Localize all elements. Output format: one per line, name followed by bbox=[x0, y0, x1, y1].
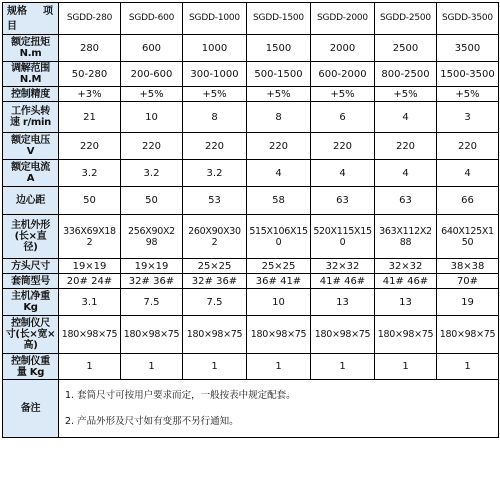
value-cell: 363X112X2 88 bbox=[375, 215, 437, 259]
value-cell: 8 bbox=[247, 102, 311, 133]
value-cell: 180×98×75 bbox=[183, 316, 247, 354]
value-cell: 4 bbox=[437, 160, 499, 187]
value-cell: +5% bbox=[247, 87, 311, 102]
notes-label: 备注 bbox=[3, 380, 59, 438]
spec-row bbox=[3, 187, 499, 215]
model-header: SGDD-600 bbox=[121, 3, 183, 35]
model-header: SGDD-280 bbox=[59, 3, 121, 35]
value-cell: 3.2 bbox=[121, 160, 183, 187]
row-label: 套筒型号 bbox=[3, 274, 59, 289]
value-cell: 220 bbox=[437, 133, 499, 160]
value-cell: 520X115X15 0 bbox=[311, 215, 375, 259]
value-cell: 1500 bbox=[247, 35, 311, 62]
spec-row bbox=[3, 354, 499, 380]
value-cell: 1 bbox=[437, 354, 499, 380]
value-cell: 3.2 bbox=[59, 160, 121, 187]
row-label: 额定电压 V bbox=[3, 133, 59, 160]
spec-row bbox=[3, 259, 499, 274]
spec-row bbox=[3, 274, 499, 289]
value-cell: 2500 bbox=[375, 35, 437, 62]
value-cell: 13 bbox=[311, 289, 375, 316]
value-cell: 336X69X18 2 bbox=[59, 215, 121, 259]
value-cell: 515X106X15 0 bbox=[247, 215, 311, 259]
row-label: 方头尺寸 bbox=[3, 259, 59, 274]
spec-body bbox=[3, 35, 499, 380]
value-cell: 3.1 bbox=[59, 289, 121, 316]
value-cell: 13 bbox=[375, 289, 437, 316]
value-cell: 1 bbox=[247, 354, 311, 380]
value-cell: 1 bbox=[311, 354, 375, 380]
value-cell: 36# 41# bbox=[247, 274, 311, 289]
value-cell: 220 bbox=[121, 133, 183, 160]
spec-row bbox=[3, 215, 499, 259]
model-header: SGDD-3500 bbox=[437, 3, 499, 35]
value-cell: 180×98×75 bbox=[247, 316, 311, 354]
value-cell: 3 bbox=[437, 102, 499, 133]
value-cell: 3.2 bbox=[183, 160, 247, 187]
value-cell: 10 bbox=[247, 289, 311, 316]
row-label: 边心距 bbox=[3, 187, 59, 215]
spec-row bbox=[3, 62, 499, 87]
row-label: 主机外形 (长×直 径) bbox=[3, 215, 59, 259]
corner-item-label: 项 bbox=[43, 5, 53, 17]
corner-item-label-2: 目 bbox=[7, 20, 17, 32]
value-cell: 300-1000 bbox=[183, 62, 247, 87]
value-cell: 220 bbox=[59, 133, 121, 160]
value-cell: 32# 36# bbox=[183, 274, 247, 289]
value-cell: 50-280 bbox=[59, 62, 121, 87]
value-cell: 1 bbox=[375, 354, 437, 380]
value-cell: 41# 46# bbox=[311, 274, 375, 289]
note-line-2: 2. 产品外形及尺寸如有变那不另行通知。 bbox=[65, 415, 239, 427]
value-cell: 180×98×75 bbox=[311, 316, 375, 354]
value-cell: 32×32 bbox=[375, 259, 437, 274]
value-cell: 41# 46# bbox=[375, 274, 437, 289]
value-cell: 220 bbox=[247, 133, 311, 160]
value-cell: +5% bbox=[437, 87, 499, 102]
value-cell: 70# bbox=[437, 274, 499, 289]
value-cell: 600-2000 bbox=[311, 62, 375, 87]
value-cell: +5% bbox=[311, 87, 375, 102]
value-cell: 200-600 bbox=[121, 62, 183, 87]
value-cell: 180×98×75 bbox=[375, 316, 437, 354]
value-cell: 4 bbox=[375, 160, 437, 187]
row-label: 工作头转 速 r/min bbox=[3, 102, 59, 133]
row-label: 主机净重 Kg bbox=[3, 289, 59, 316]
value-cell: 50 bbox=[59, 187, 121, 215]
spec-table bbox=[2, 2, 499, 438]
value-cell: 3500 bbox=[437, 35, 499, 62]
value-cell: 38×38 bbox=[437, 259, 499, 274]
value-cell: 1 bbox=[121, 354, 183, 380]
spec-row bbox=[3, 35, 499, 62]
value-cell: 21 bbox=[59, 102, 121, 133]
value-cell: 1 bbox=[59, 354, 121, 380]
value-cell: 180×98×75 bbox=[59, 316, 121, 354]
spec-row bbox=[3, 160, 499, 187]
row-label: 调解范围 N.M bbox=[3, 62, 59, 87]
value-cell: 25×25 bbox=[183, 259, 247, 274]
value-cell: 1000 bbox=[183, 35, 247, 62]
value-cell: 500-1500 bbox=[247, 62, 311, 87]
value-cell: 66 bbox=[437, 187, 499, 215]
value-cell: 2000 bbox=[311, 35, 375, 62]
value-cell: 256X90X2 98 bbox=[121, 215, 183, 259]
row-label: 控制仪重 量 Kg bbox=[3, 354, 59, 380]
model-header: SGDD-1000 bbox=[183, 3, 247, 35]
value-cell: 7.5 bbox=[183, 289, 247, 316]
value-cell: 20# 24# bbox=[59, 274, 121, 289]
notes-row bbox=[3, 380, 499, 438]
value-cell: 640X125X1 50 bbox=[437, 215, 499, 259]
row-label: 额定电流 A bbox=[3, 160, 59, 187]
value-cell: 220 bbox=[183, 133, 247, 160]
value-cell: 19×19 bbox=[59, 259, 121, 274]
value-cell: 58 bbox=[247, 187, 311, 215]
value-cell: 8 bbox=[183, 102, 247, 133]
value-cell: 220 bbox=[375, 133, 437, 160]
spec-row bbox=[3, 87, 499, 102]
header-corner-cell bbox=[3, 3, 59, 35]
value-cell: 6 bbox=[311, 102, 375, 133]
value-cell: +5% bbox=[121, 87, 183, 102]
value-cell: 53 bbox=[183, 187, 247, 215]
model-header: SGDD-2500 bbox=[375, 3, 437, 35]
value-cell: 7.5 bbox=[121, 289, 183, 316]
model-header: SGDD-2000 bbox=[311, 3, 375, 35]
value-cell: 220 bbox=[311, 133, 375, 160]
note-line-1: 1. 套筒尺寸可按用户要求而定，一般按表中规定配套。 bbox=[65, 389, 296, 401]
row-label: 额定扭矩 N.m bbox=[3, 35, 59, 62]
value-cell: 32# 36# bbox=[121, 274, 183, 289]
value-cell: 4 bbox=[311, 160, 375, 187]
notes-cell bbox=[59, 380, 499, 438]
value-cell: 1500-3500 bbox=[437, 62, 499, 87]
row-label: 控制精度 bbox=[3, 87, 59, 102]
value-cell: 600 bbox=[121, 35, 183, 62]
spec-row bbox=[3, 316, 499, 354]
value-cell: 180×98×75 bbox=[121, 316, 183, 354]
value-cell: +5% bbox=[183, 87, 247, 102]
value-cell: 63 bbox=[375, 187, 437, 215]
header-row bbox=[3, 3, 499, 35]
spec-row bbox=[3, 289, 499, 316]
value-cell: 4 bbox=[375, 102, 437, 133]
value-cell: 19×19 bbox=[121, 259, 183, 274]
value-cell: 260X90X30 2 bbox=[183, 215, 247, 259]
value-cell: 800-2500 bbox=[375, 62, 437, 87]
value-cell: 280 bbox=[59, 35, 121, 62]
value-cell: +5% bbox=[375, 87, 437, 102]
value-cell: +3% bbox=[59, 87, 121, 102]
value-cell: 10 bbox=[121, 102, 183, 133]
value-cell: 180×98×75 bbox=[437, 316, 499, 354]
value-cell: 25×25 bbox=[247, 259, 311, 274]
model-header: SGDD-1500 bbox=[247, 3, 311, 35]
value-cell: 1 bbox=[183, 354, 247, 380]
value-cell: 19 bbox=[437, 289, 499, 316]
value-cell: 63 bbox=[311, 187, 375, 215]
spec-row bbox=[3, 133, 499, 160]
value-cell: 50 bbox=[121, 187, 183, 215]
value-cell: 4 bbox=[247, 160, 311, 187]
corner-spec-label: 规格 bbox=[7, 5, 27, 17]
value-cell: 32×32 bbox=[311, 259, 375, 274]
spec-row bbox=[3, 102, 499, 133]
row-label: 控制仪尺 寸(长×宽× 高) bbox=[3, 316, 59, 354]
